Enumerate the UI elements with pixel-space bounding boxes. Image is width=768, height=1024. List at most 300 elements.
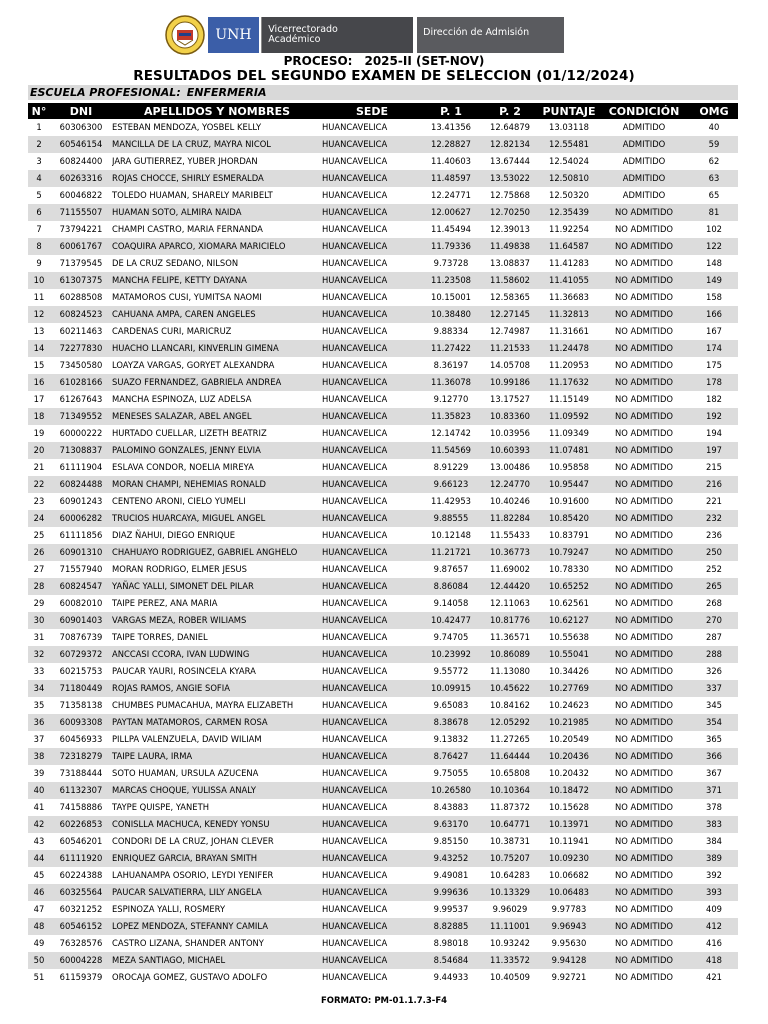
row-omg: 270 <box>690 612 738 629</box>
row-dni: 71308837 <box>50 442 112 459</box>
formato-value: PM-01.1.7.3-F4 <box>374 996 448 1006</box>
row-sede: HUANCAVELICA <box>322 734 388 744</box>
row-dni: 60093308 <box>50 714 112 731</box>
row-p1: 10.09915 <box>422 680 480 697</box>
row-number: 38 <box>28 748 50 765</box>
row-condicion: NO ADMITIDO <box>598 510 690 527</box>
row-number: 33 <box>33 666 45 676</box>
row-sede: HUANCAVELICA <box>322 836 388 846</box>
row-number: 25 <box>33 530 45 540</box>
row-name: TOLEDO HUAMAN, SHARELY MARIBELT <box>112 190 273 200</box>
row-sede: HUANCAVELICA <box>322 748 422 765</box>
row-p2: 10.84162 <box>490 700 530 710</box>
table-row <box>28 952 738 969</box>
row-condicion: NO ADMITIDO <box>598 272 690 289</box>
row-p2: 10.03956 <box>490 428 530 438</box>
row-condicion: NO ADMITIDO <box>614 292 674 302</box>
row-sede: HUANCAVELICA <box>322 340 422 357</box>
row-name: OROCAJA GOMEZ, GUSTAVO ADOLFO <box>112 972 268 982</box>
row-omg: 421 <box>706 972 722 982</box>
row-omg: 40 <box>708 122 720 132</box>
row-p2: 10.40246 <box>490 496 530 506</box>
row-omg: 252 <box>706 564 722 574</box>
row-puntaje: 12.35439 <box>540 204 598 221</box>
table-row <box>28 612 738 629</box>
row-p1: 9.55772 <box>433 666 469 676</box>
row-p1: 10.15001 <box>431 292 471 302</box>
row-p2: 10.65808 <box>490 768 530 778</box>
row-omg: 409 <box>706 904 722 914</box>
table-row <box>28 255 738 272</box>
formato-label: FORMATO: <box>320 996 372 1006</box>
row-dni: 60004228 <box>50 952 112 969</box>
vicerrectorado-logo <box>261 17 413 53</box>
table-row <box>28 867 738 884</box>
row-p2: 11.11001 <box>480 918 540 935</box>
row-omg: 63 <box>690 170 738 187</box>
row-name: MEZA SANTIAGO, MICHAEL <box>112 952 322 969</box>
table-row <box>28 561 738 578</box>
table-row <box>28 850 738 867</box>
table-row <box>28 527 738 544</box>
row-p1: 9.43252 <box>422 850 480 867</box>
row-p2: 10.64771 <box>480 816 540 833</box>
row-sede: HUANCAVELICA <box>322 904 388 914</box>
row-p2: 11.49838 <box>480 238 540 255</box>
row-omg: 383 <box>690 816 738 833</box>
table-row <box>28 357 738 374</box>
row-p2: 10.75207 <box>480 850 540 867</box>
row-p2: 11.64444 <box>480 748 540 765</box>
row-condicion: NO ADMITIDO <box>598 918 690 935</box>
row-sede: HUANCAVELICA <box>322 496 388 506</box>
row-puntaje: 10.85420 <box>540 510 598 527</box>
row-p2: 10.10364 <box>480 782 540 799</box>
row-sede: HUANCAVELICA <box>322 306 422 323</box>
row-name: HURTADO CUELLAR, LIZETH BEATRIZ <box>112 428 267 438</box>
row-p1: 9.14058 <box>433 598 469 608</box>
row-p2: 11.55433 <box>490 530 530 540</box>
row-p1: 9.87657 <box>433 564 469 574</box>
row-dni: 60306300 <box>59 122 103 132</box>
row-omg: 102 <box>706 224 722 234</box>
row-omg: 59 <box>690 136 738 153</box>
row-puntaje: 10.06483 <box>540 884 598 901</box>
row-condicion: ADMITIDO <box>622 156 666 166</box>
row-name: CONISLLA MACHUCA, KENEDY YONSU <box>112 816 322 833</box>
row-dni: 60082010 <box>59 598 103 608</box>
row-name: PAUCAR SALVATIERRA, LILY ANGELA <box>112 884 322 901</box>
formato-footer <box>0 996 768 1006</box>
row-name: YAÑAC YALLI, SIMONET DEL PILAR <box>112 578 322 595</box>
row-number: 32 <box>28 646 50 663</box>
row-puntaje: 10.20432 <box>549 768 589 778</box>
row-sede: HUANCAVELICA <box>322 476 422 493</box>
row-puntaje: 12.54024 <box>549 156 589 166</box>
row-p1: 10.23992 <box>422 646 480 663</box>
unh-logo: UNH <box>208 17 260 53</box>
row-sede: HUANCAVELICA <box>322 462 388 472</box>
col-header-p1: P. 1 <box>422 103 480 119</box>
table-row <box>28 510 738 527</box>
row-name: LOPEZ MENDOZA, STEFANNY CAMILA <box>112 918 322 935</box>
row-dni: 71180449 <box>50 680 112 697</box>
table-row <box>28 204 738 221</box>
row-dni: 60901403 <box>50 612 112 629</box>
row-omg: 287 <box>706 632 722 642</box>
row-dni: 60729372 <box>50 646 112 663</box>
row-p2: 12.27145 <box>480 306 540 323</box>
table-row <box>28 425 738 442</box>
row-condicion: NO ADMITIDO <box>598 238 690 255</box>
row-name: SOTO HUAMAN, URSULA AZUCENA <box>112 768 259 778</box>
row-p2: 10.40509 <box>490 972 530 982</box>
col-header-condicion: CONDICIÓN <box>598 103 690 119</box>
row-dni: 76328576 <box>59 938 103 948</box>
row-sede: HUANCAVELICA <box>322 238 422 255</box>
table-row <box>28 731 738 748</box>
row-condicion: NO ADMITIDO <box>598 340 690 357</box>
row-p1: 11.35823 <box>422 408 480 425</box>
row-omg: 167 <box>706 326 722 336</box>
row-number: 23 <box>33 496 45 506</box>
row-omg: 366 <box>690 748 738 765</box>
row-p1: 10.38480 <box>422 306 480 323</box>
row-condicion: NO ADMITIDO <box>614 258 674 268</box>
row-omg: 412 <box>690 918 738 935</box>
row-puntaje: 11.36683 <box>549 292 589 302</box>
row-puntaje: 11.09349 <box>549 428 589 438</box>
row-dni: 61307375 <box>50 272 112 289</box>
row-name: CONDORI DE LA CRUZ, JOHAN CLEVER <box>112 836 274 846</box>
row-omg: 367 <box>706 768 722 778</box>
row-p2: 10.38731 <box>490 836 530 846</box>
row-name: PAYTAN MATAMOROS, CARMEN ROSA <box>112 714 322 731</box>
row-condicion: NO ADMITIDO <box>614 496 674 506</box>
row-p2: 11.13080 <box>490 666 530 676</box>
row-number: 34 <box>28 680 50 697</box>
row-name: ENRIQUEZ GARCIA, BRAYAN SMITH <box>112 850 322 867</box>
row-number: 31 <box>33 632 45 642</box>
row-sede: HUANCAVELICA <box>322 918 422 935</box>
row-sede: HUANCAVELICA <box>322 952 422 969</box>
row-number: 8 <box>28 238 50 255</box>
row-p1: 9.12770 <box>433 394 469 404</box>
row-sede: HUANCAVELICA <box>322 578 422 595</box>
header-logos <box>164 17 564 53</box>
row-sede: HUANCAVELICA <box>322 700 388 710</box>
row-number: 29 <box>33 598 45 608</box>
row-puntaje: 10.15628 <box>549 802 589 812</box>
row-dni: 72277830 <box>50 340 112 357</box>
row-p2: 10.13329 <box>480 884 540 901</box>
row-sede: HUANCAVELICA <box>322 204 422 221</box>
row-sede: HUANCAVELICA <box>322 326 388 336</box>
row-sede: HUANCAVELICA <box>322 156 388 166</box>
row-p1: 11.27422 <box>422 340 480 357</box>
row-condicion: NO ADMITIDO <box>614 462 674 472</box>
row-dni: 61132307 <box>50 782 112 799</box>
table-row <box>28 884 738 901</box>
proceso-line <box>0 54 768 68</box>
row-p1: 9.74705 <box>433 632 469 642</box>
row-puntaje: 11.32813 <box>540 306 598 323</box>
row-p2: 9.96029 <box>492 904 528 914</box>
row-omg: 221 <box>706 496 722 506</box>
row-dni: 60824547 <box>50 578 112 595</box>
row-p2: 10.60393 <box>480 442 540 459</box>
row-p2: 10.93242 <box>490 938 530 948</box>
row-name: TAIPE LAURA, IRMA <box>112 748 322 765</box>
row-p1: 9.44933 <box>433 972 469 982</box>
row-p1: 9.75055 <box>433 768 469 778</box>
row-p2: 12.11063 <box>490 598 530 608</box>
row-number: 11 <box>33 292 45 302</box>
row-number: 30 <box>28 612 50 629</box>
row-puntaje: 10.95858 <box>549 462 589 472</box>
row-sede: HUANCAVELICA <box>322 408 422 425</box>
row-name: CHAMPI CASTRO, MARIA FERNANDA <box>112 224 263 234</box>
row-condicion: NO ADMITIDO <box>614 836 674 846</box>
table-row <box>28 765 738 782</box>
row-dni: 70876739 <box>59 632 103 642</box>
row-puntaje: 11.92254 <box>549 224 589 234</box>
row-sede: HUANCAVELICA <box>322 816 422 833</box>
row-puntaje: 10.20436 <box>540 748 598 765</box>
row-name: MENESES SALAZAR, ABEL ANGEL <box>112 408 322 425</box>
row-condicion: NO ADMITIDO <box>614 530 674 540</box>
row-sede: HUANCAVELICA <box>322 884 422 901</box>
row-sede: HUANCAVELICA <box>322 632 388 642</box>
row-dni: 60901310 <box>50 544 112 561</box>
row-number: 24 <box>28 510 50 527</box>
proceso-value: 2025-II (SET-NOV) <box>364 54 485 68</box>
table-row <box>28 119 738 136</box>
row-name: LOAYZA VARGAS, GORYET ALEXANDRA <box>112 360 275 370</box>
row-p2: 12.39013 <box>490 224 530 234</box>
row-dni: 60325564 <box>50 884 112 901</box>
row-number: 9 <box>36 258 42 268</box>
row-p2: 12.82134 <box>480 136 540 153</box>
row-omg: 393 <box>690 884 738 901</box>
row-omg: 371 <box>690 782 738 799</box>
row-dni: 71349552 <box>50 408 112 425</box>
row-dni: 60321252 <box>59 904 103 914</box>
row-puntaje: 11.41283 <box>549 258 589 268</box>
row-omg: 178 <box>690 374 738 391</box>
row-dni: 60456933 <box>59 734 103 744</box>
row-p1: 11.48597 <box>422 170 480 187</box>
col-header-num: N° <box>28 103 50 119</box>
row-p2: 10.64283 <box>490 870 530 880</box>
row-p2: 10.45622 <box>480 680 540 697</box>
row-dni: 73188444 <box>59 768 103 778</box>
row-dni: 73794221 <box>59 224 103 234</box>
row-puntaje: 10.27769 <box>540 680 598 697</box>
row-number: 14 <box>28 340 50 357</box>
row-number: 51 <box>33 972 45 982</box>
row-sede: HUANCAVELICA <box>322 224 388 234</box>
table-row <box>28 799 738 816</box>
row-sede: HUANCAVELICA <box>322 360 388 370</box>
row-name: CHAHUAYO RODRIGUEZ, GABRIEL ANGHELO <box>112 544 322 561</box>
row-condicion: ADMITIDO <box>598 170 690 187</box>
row-condicion: NO ADMITIDO <box>598 204 690 221</box>
row-p1: 12.14742 <box>431 428 471 438</box>
row-name: PAUCAR YAURI, ROSINCELA KYARA <box>112 666 256 676</box>
row-condicion: NO ADMITIDO <box>598 612 690 629</box>
row-dni: 71155507 <box>50 204 112 221</box>
row-p2: 12.58365 <box>490 292 530 302</box>
row-p2: 10.36773 <box>480 544 540 561</box>
row-sede: HUANCAVELICA <box>322 190 388 200</box>
university-seal-icon <box>164 15 206 55</box>
row-p1: 11.45494 <box>431 224 471 234</box>
row-number: 39 <box>33 768 45 778</box>
row-number: 27 <box>33 564 45 574</box>
row-sede: HUANCAVELICA <box>322 870 388 880</box>
row-number: 44 <box>28 850 50 867</box>
row-p2: 13.17527 <box>490 394 530 404</box>
proceso-label: PROCESO: <box>283 54 353 68</box>
row-condicion: NO ADMITIDO <box>598 306 690 323</box>
row-name: HUAMAN SOTO, ALMIRA NAIDA <box>112 204 322 221</box>
row-puntaje: 11.64587 <box>540 238 598 255</box>
row-condicion: NO ADMITIDO <box>614 904 674 914</box>
row-omg: 81 <box>690 204 738 221</box>
row-p1: 8.86084 <box>422 578 480 595</box>
row-number: 21 <box>33 462 45 472</box>
table-row <box>28 578 738 595</box>
row-dni: 61111920 <box>50 850 112 867</box>
row-condicion: NO ADMITIDO <box>598 816 690 833</box>
row-number: 2 <box>28 136 50 153</box>
row-name: ROJAS CHOCCE, SHIRLY ESMERALDA <box>112 170 322 187</box>
page-title: RESULTADOS DEL SEGUNDO EXAMEN DE SELECCION (01/12/2024) <box>133 68 635 84</box>
row-p1: 9.65083 <box>433 700 469 710</box>
row-omg: 166 <box>690 306 738 323</box>
row-dni: 71358138 <box>59 700 103 710</box>
row-p2: 13.53022 <box>480 170 540 187</box>
row-omg: 174 <box>690 340 738 357</box>
row-number: 6 <box>28 204 50 221</box>
row-name: CASTRO LIZANA, SHANDER ANTONY <box>112 938 264 948</box>
row-condicion: NO ADMITIDO <box>598 442 690 459</box>
row-p1: 9.99537 <box>433 904 469 914</box>
row-sede: HUANCAVELICA <box>322 782 422 799</box>
row-sede: HUANCAVELICA <box>322 394 388 404</box>
row-puntaje: 12.55481 <box>540 136 598 153</box>
row-p1: 8.36197 <box>433 360 469 370</box>
table-row <box>28 306 738 323</box>
table-row <box>28 714 738 731</box>
row-sede: HUANCAVELICA <box>322 680 422 697</box>
row-number: 46 <box>28 884 50 901</box>
escuela-label: ESCUELA PROFESIONAL: <box>30 86 181 99</box>
row-omg: 216 <box>690 476 738 493</box>
row-name: PALOMINO GONZALES, JENNY ELVIA <box>112 442 322 459</box>
col-header-sede: SEDE <box>322 103 422 119</box>
row-p2: 13.08837 <box>490 258 530 268</box>
col-header-p2: P. 2 <box>480 103 540 119</box>
row-p2: 11.58602 <box>480 272 540 289</box>
row-dni: 60006282 <box>50 510 112 527</box>
row-p2: 12.05292 <box>480 714 540 731</box>
row-name: MATAMOROS CUSI, YUMITSA NAOMI <box>112 292 262 302</box>
row-omg: 268 <box>706 598 722 608</box>
row-puntaje: 9.92721 <box>551 972 587 982</box>
row-p1: 11.54569 <box>422 442 480 459</box>
table-row <box>28 408 738 425</box>
row-condicion: NO ADMITIDO <box>614 938 674 948</box>
row-dni: 60061767 <box>50 238 112 255</box>
row-condicion: NO ADMITIDO <box>614 598 674 608</box>
row-number: 20 <box>28 442 50 459</box>
row-omg: 192 <box>690 408 738 425</box>
row-condicion: NO ADMITIDO <box>614 564 674 574</box>
row-sede: HUANCAVELICA <box>322 544 422 561</box>
row-omg: 236 <box>706 530 722 540</box>
row-number: 41 <box>33 802 45 812</box>
row-p1: 10.12148 <box>431 530 471 540</box>
row-puntaje: 12.50320 <box>549 190 589 200</box>
results-body <box>28 119 738 986</box>
row-dni: 60288508 <box>59 292 103 302</box>
row-number: 1 <box>36 122 42 132</box>
row-p2: 11.87372 <box>490 802 530 812</box>
row-condicion: NO ADMITIDO <box>598 408 690 425</box>
row-sede: HUANCAVELICA <box>322 938 388 948</box>
row-puntaje: 10.09230 <box>540 850 598 867</box>
col-header-name: APELLIDOS Y NOMBRES <box>112 103 322 119</box>
row-dni: 73450580 <box>59 360 103 370</box>
row-sede: HUANCAVELICA <box>322 428 388 438</box>
row-name: TRUCIOS HUARCAYA, MIGUEL ANGEL <box>112 510 322 527</box>
row-number: 43 <box>33 836 45 846</box>
row-name: ESLAVA CONDOR, NOELIA MIREYA <box>112 462 254 472</box>
row-name: PILLPA VALENZUELA, DAVID WILIAM <box>112 734 262 744</box>
row-puntaje: 10.95447 <box>540 476 598 493</box>
row-number: 36 <box>28 714 50 731</box>
row-puntaje: 10.62127 <box>540 612 598 629</box>
row-dni: 60546152 <box>50 918 112 935</box>
row-number: 5 <box>36 190 42 200</box>
row-name: CHUMBES PUMACAHUA, MAYRA ELIZABETH <box>112 700 294 710</box>
row-puntaje: 10.62561 <box>549 598 589 608</box>
table-row <box>28 374 738 391</box>
row-omg: 288 <box>690 646 738 663</box>
row-puntaje: 10.18472 <box>540 782 598 799</box>
row-name: JARA GUTIERREZ, YUBER JHORDAN <box>112 156 258 166</box>
table-row <box>28 748 738 765</box>
row-puntaje: 13.03118 <box>549 122 589 132</box>
table-row <box>28 782 738 799</box>
row-p2: 10.81776 <box>480 612 540 629</box>
table-row <box>28 476 738 493</box>
row-condicion: ADMITIDO <box>598 136 690 153</box>
row-p1: 8.76427 <box>422 748 480 765</box>
row-puntaje: 10.06682 <box>549 870 589 880</box>
row-number: 37 <box>33 734 45 744</box>
row-dni: 61111904 <box>59 462 103 472</box>
row-p1: 11.21721 <box>422 544 480 561</box>
row-condicion: NO ADMITIDO <box>598 782 690 799</box>
row-condicion: NO ADMITIDO <box>598 680 690 697</box>
table-row <box>28 187 738 204</box>
table-row <box>28 238 738 255</box>
row-puntaje: 12.50810 <box>540 170 598 187</box>
escuela-value: ENFERMERIA <box>186 86 267 99</box>
